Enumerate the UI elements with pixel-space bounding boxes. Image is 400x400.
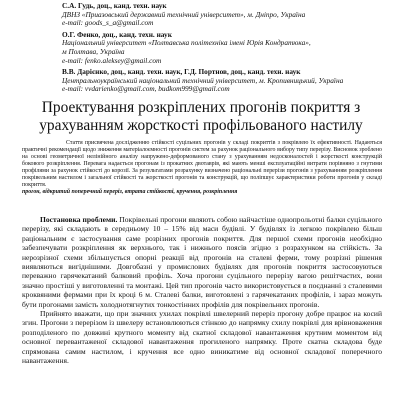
section-heading: Постановка проблеми. [40, 215, 118, 224]
keywords: прогон, відкритий поперечний переріз, втрата стійкості, кручення, розкріплення [22, 189, 238, 195]
author-email: e-mail: goods_s_a@gmail.com [62, 18, 154, 28]
author-affiliation: Центральноукраїнський національний технічний університет, м. Кропивницький, Україна [62, 75, 344, 85]
abstract [22, 140, 382, 196]
author-affiliation-city: м Полтава, Україна [62, 46, 125, 56]
author-block [62, 68, 392, 94]
author-affiliation: ДВНЗ «Приазовський державний технічний університет», м. Дніпро, Україна [62, 9, 306, 19]
body-paragraph [22, 215, 382, 309]
author-block [62, 31, 392, 65]
author-name: О.Г. Фенко, доц., канд. техн. наук [62, 29, 172, 39]
author-name: С.А. Гудь, доц., канд. техн. наук [62, 1, 167, 10]
body-paragraph: Прийнято вважати, що при значних ухилах покрівлі швелерний переріз прогону добре працює на косий згин. Прогони з перерізом із швелеру встановлюються стінкою до напрямку схилу покрівлі для врівноваження розподіленого по довжині крутного моменту від скатної складової навантаження крутним моментом від основної перевантаженої складової навантаження прогиленого напрямку. Проте скатна складова буде спрямована самим настилом, і кручення все одно виникатиме від основної складової поперечного навантаження. [22, 309, 382, 366]
author-email: e-mail: vvdarienko@gmail.com, budkom999@gmail.com [62, 84, 230, 94]
title-line: Проектування розкріплених прогонів покриття з [41, 99, 361, 116]
paper-title [6, 99, 396, 135]
body-text [22, 215, 382, 366]
paragraph-text: Покрівельні прогони являють собою найчастіше однопрольотні балки суцільного перерізу, які складають в середньому 10 – 15% від маси будівлі. У будівлях із легкою покрівлею більш раціональним є застосування саме розрізних прогонів покриття. Для першої схеми прогонів необхідно забезпечувати розкріплення як верхнього, так і нижнього поясів згідно з розрахунком на стійкість. За нерозрізної схеми збільшується опорні реакції від прогонів на сталеві ферми, тому розрізні рішення виявляються вигіднішими. Довгобазні у промислових будівлях для прогонів покриття застосовуються переважно гарячекатаний балковий профіль. Хоча прогони суцільного перерізу вагою решітчастих, вони значно простіші у виготовленні та монтажі. Цей тип прогонів часто використовується в поєднанні з сталевими кроквяними фермами при їх кроці 6 м. Сталеві балки, виготовлені з гарячекатаних профілів, і зараз можуть бути прогонами замість холоднотягнутих тонкостінних профілів для покрівельних прогонів. [22, 215, 382, 309]
author-email: e-mail: fenko.aleksey@gmail.com [62, 55, 162, 65]
author-name: В.В. Дарієнко, доц., канд. техн. наук, Г.Д. Портнов, доц., канд. техн. наук [62, 67, 301, 77]
title-line: урахуванням жорсткості профільованого настилу [39, 117, 363, 134]
author-affiliation: Національний університет «Полтавська політехніка імені Юрія Кондратюка», [62, 38, 311, 48]
author-list [62, 2, 392, 97]
abstract-text: Стаття присвячена дослідженню стійкості суцільних прогонів у складі покриттів з покрівлею їх ефективності. Надаються практичні рекомендації щодо зниження матеріалоємності прогонів систем за рахунок раціонального вибору типу перерізу. Висновок зроблено на основі геометричної нелінійного аналізу напружено-деформованого стану з урахуванням недосконалостей і жорсткості конструкцій бокового розкріплення. Перевага надається прогонам із прокатних двотаврів, які мають менші експлуатаційні витрати порівняно з гнутими профілями за рахунок стійкості до корозії. За результатами розрахунку визначено раціональні перерізи прогонів з урахуванням розкріплення покрівельним настилом і загальної стійкості та жорсткості прогонів та конструкцій, що поліпшує характеристики роботи прогонів у складі покриття. [22, 140, 382, 188]
author-block [62, 2, 392, 28]
